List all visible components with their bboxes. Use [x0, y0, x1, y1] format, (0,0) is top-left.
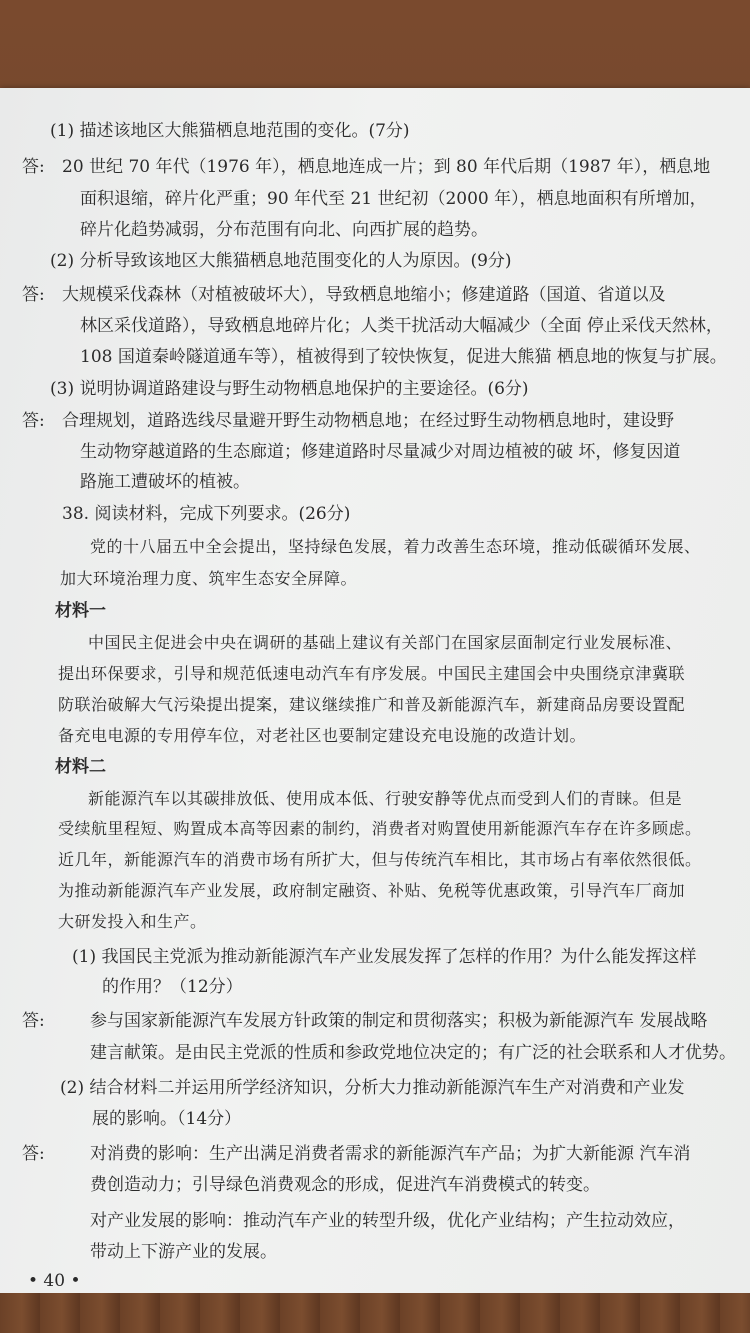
wooden-floor [0, 1293, 750, 1333]
q2-answer-line: 108 国道秦岭隧道通车等），植被得到了较快恢复，促进大熊猫 栖息地的恢复与扩展。 [80, 347, 727, 367]
q38-sub2-answer-line: 对产业发展的影响：推动汽车产业的转型升级，优化产业结构；产生拉动效应， [90, 1211, 685, 1231]
q1-answer-label: 答: [22, 157, 45, 177]
q2-answer-line: 大规模采伐森林（对植被破坏大），导致栖息地缩小；修建道路（国道、省道以及 [62, 285, 666, 305]
q3-answer-line: 合理规划，道路选线尽量避开野生动物栖息地；在经过野生动物栖息地时，建设野 [62, 411, 674, 431]
material2-line: 大研发投入和生产。 [58, 912, 207, 931]
material1-title: 材料一 [55, 601, 106, 621]
q1-answer-line: 面积退缩，碎片化严重；90 年代至 21 世纪初（2000 年），栖息地面积有所增加， [80, 189, 707, 209]
q38-sub1-question: (1) 我国民主党派为推动新能源汽车产业发展发挥了怎样的作用？为什么能发挥这样 [72, 947, 697, 967]
q38-sub1-answer-label: 答: [22, 1011, 45, 1031]
q38-sub1-question: 的作用？（12分） [102, 977, 243, 997]
q38-intro-line: 党的十八届五中全会提出，坚持绿色发展，着力改善生态环境，推动低碳循环发展、 [90, 537, 701, 556]
q38-sub2-answer-line: 带动上下游产业的发展。 [90, 1242, 277, 1262]
q3-question: (3) 说明协调道路建设与野生动物栖息地保护的主要途径。(6分) [50, 379, 529, 399]
q1-answer-line: 20 世纪 70 年代（1976 年），栖息地连成一片；到 80 年代后期（1987 年），栖息地 [62, 157, 711, 177]
q1-answer-line: 碎片化趋势减弱，分布范围有向北、向西扩展的趋势。 [80, 220, 488, 240]
material2-line: 为推动新能源汽车产业发展，政府制定融资、补贴、免税等优惠政策，引导汽车厂商加 [58, 881, 686, 900]
q2-question: (2) 分析导致该地区大熊猫栖息地范围变化的人为原因。(9分) [50, 251, 512, 271]
q38-heading: 38. 阅读材料，完成下列要求。(26分) [62, 504, 351, 524]
q2-answer-line: 林区采伐道路），导致栖息地碎片化；人类干扰活动大幅减少（全面 停止采伐天然林， [80, 316, 723, 336]
q38-sub2-answer-line: 费创造动力；引导绿色消费观念的形成，促进汽车消费模式的转变。 [90, 1175, 600, 1195]
q1-question: (1) 描述该地区大熊猫栖息地范围的变化。(7分) [50, 121, 410, 141]
material2-line: 近几年，新能源汽车的消费市场有所扩大，但与传统汽车相比，其市场占有率依然很低。 [58, 850, 702, 869]
material1-line: 中国民主促进会中央在调研的基础上建议有关部门在国家层面制定行业发展标准、 [88, 633, 683, 652]
q38-sub2-question: 展的影响。（14分） [92, 1109, 242, 1129]
q3-answer-line: 生动物穿越道路的生态廊道；修建道路时尽量减少对周边植被的破 坏，修复因道 [80, 442, 681, 462]
material2-line: 新能源汽车以其碳排放低、使用成本低、行驶安静等优点而受到人们的青睐。但是 [88, 789, 683, 808]
material1-line: 备充电电源的专用停车位，对老社区也要制定建设充电设施的改造计划。 [58, 726, 587, 745]
material2-title: 材料二 [55, 757, 106, 777]
q38-intro-line: 加大环境治理力度、筑牢生态安全屏障。 [60, 569, 358, 588]
q38-sub1-answer-line: 建言献策。是由民主党派的性质和参政党地位决定的；有广泛的社会联系和人才优势。 [90, 1043, 736, 1063]
q2-answer-label: 答: [22, 285, 45, 305]
q3-answer-label: 答: [22, 411, 45, 431]
q38-sub2-answer-line: 对消费的影响：生产出满足消费者需求的新能源汽车产品；为扩大新能源 汽车消 [90, 1144, 691, 1164]
q38-sub1-answer-line: 参与国家新能源汽车发展方针政策的制定和贯彻落实；积极为新能源汽车 发展战略 [90, 1011, 708, 1031]
page-number: • 40 • [28, 1271, 81, 1291]
material1-line: 防联治破解大气污染提出提案，建议继续推广和普及新能源汽车，新建商品房要设置配 [58, 695, 686, 714]
material2-line: 受续航里程短、购置成本高等因素的制约，消费者对购置使用新能源汽车存在许多顾虑。 [58, 819, 702, 838]
q38-sub2-answer-label: 答: [22, 1144, 45, 1164]
q3-answer-line: 路施工遭破坏的植被。 [80, 472, 250, 492]
material1-line: 提出环保要求，引导和规范低速电动汽车有序发展。中国民主建国会中央围绕京津冀联 [58, 664, 686, 683]
q38-sub2-question: (2) 结合材料二并运用所学经济知识，分析大力推动新能源汽车生产对消费和产业发 [60, 1078, 685, 1098]
